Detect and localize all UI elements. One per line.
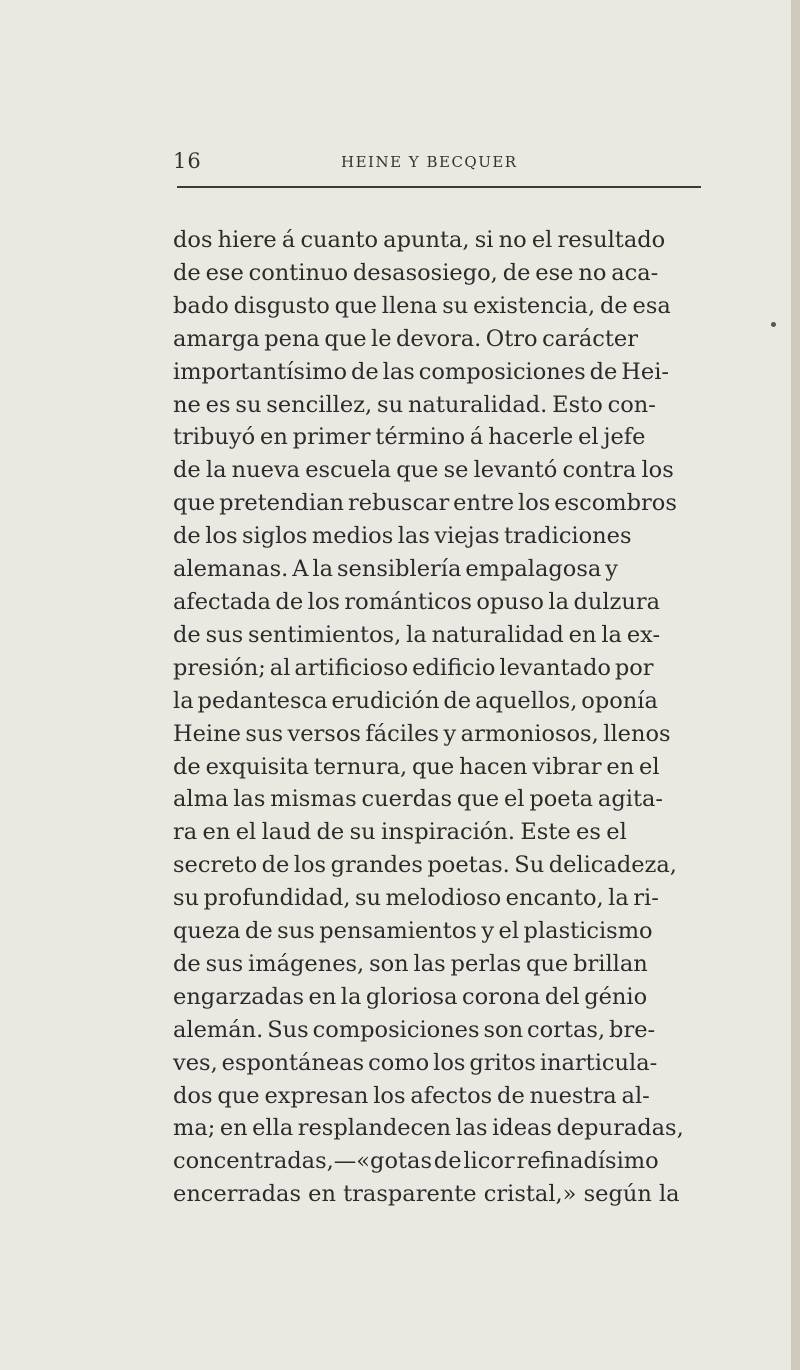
text-line: amarga pena que le devora. Otro carácter (173, 325, 638, 352)
body-text (173, 224, 713, 1211)
text-line: de los siglos medios las viejas tradiciones (173, 523, 632, 550)
text-line: bado disgusto que llena su existencia, de esa (173, 292, 671, 319)
text-line: afectada de los románticos opuso la dulzura (173, 588, 661, 615)
text-line: importantísimo de las composiciones de Hei- (173, 358, 670, 385)
text-line: alemán. Sus composiciones son cortas, bre- (173, 1016, 656, 1043)
ink-speck (771, 322, 776, 327)
text-line: secreto de los grandes poetas. Su delicadeza, (173, 852, 677, 879)
text-line: presión; al artificioso edificio levantado por (173, 654, 654, 681)
running-title: HEINE Y BECQUER (341, 153, 518, 171)
text-line: ma; en ella resplandecen las ideas depuradas, (173, 1115, 684, 1142)
text-line: alemanas. A la sensiblería empalagosa y (173, 556, 618, 583)
header-rule (177, 186, 701, 188)
text-line: de sus imágenes, son las perlas que brillan (173, 950, 648, 977)
text-line: dos hiere á cuanto apunta, si no el resultado (173, 227, 666, 253)
text-line: dos que expresan los afectos de nuestra al- (173, 1082, 650, 1109)
text-line: la pedantesca erudición de aquellos, oponía (173, 687, 658, 714)
text-line: ne es su sencillez, su naturalidad. Esto con- (173, 391, 656, 418)
text-line: engarzadas en la gloriosa corona del génio (173, 983, 648, 1010)
text-line: de exquisita ternura, que hacen vibrar en el (173, 753, 660, 780)
text-line: queza de sus pensamientos y el plasticismo (173, 918, 653, 945)
page-number: 16 (173, 149, 202, 173)
text-line: encerradas en trasparente cristal,» según la (173, 1181, 680, 1208)
text-line: su profundidad, su melodioso encanto, la ri- (173, 885, 659, 912)
page-edge (791, 0, 800, 1370)
text-line: de sus sentimientos, la naturalidad en la ex- (173, 621, 661, 648)
text-line: ra en el laud de su inspiración. Este es el (173, 819, 627, 846)
text-line: de ese continuo desasosiego, de ese no aca- (173, 259, 659, 286)
text-line: Heine sus versos fáciles y armoniosos, llenos (173, 720, 671, 747)
text-line: que pretendian rebuscar entre los escombros (173, 490, 677, 517)
page-header (173, 149, 700, 179)
text-line: tribuyó en primer término á hacerle el jefe (173, 424, 646, 451)
text-line: de la nueva escuela que se levantó contra los (173, 457, 674, 484)
text-line: alma las mismas cuerdas que el poeta agita- (173, 786, 663, 813)
text-line: concentradas,—«gotas de licor refinadísimo (173, 1148, 659, 1175)
text-line: ves, espontáneas como los gritos inarticula- (173, 1049, 658, 1076)
